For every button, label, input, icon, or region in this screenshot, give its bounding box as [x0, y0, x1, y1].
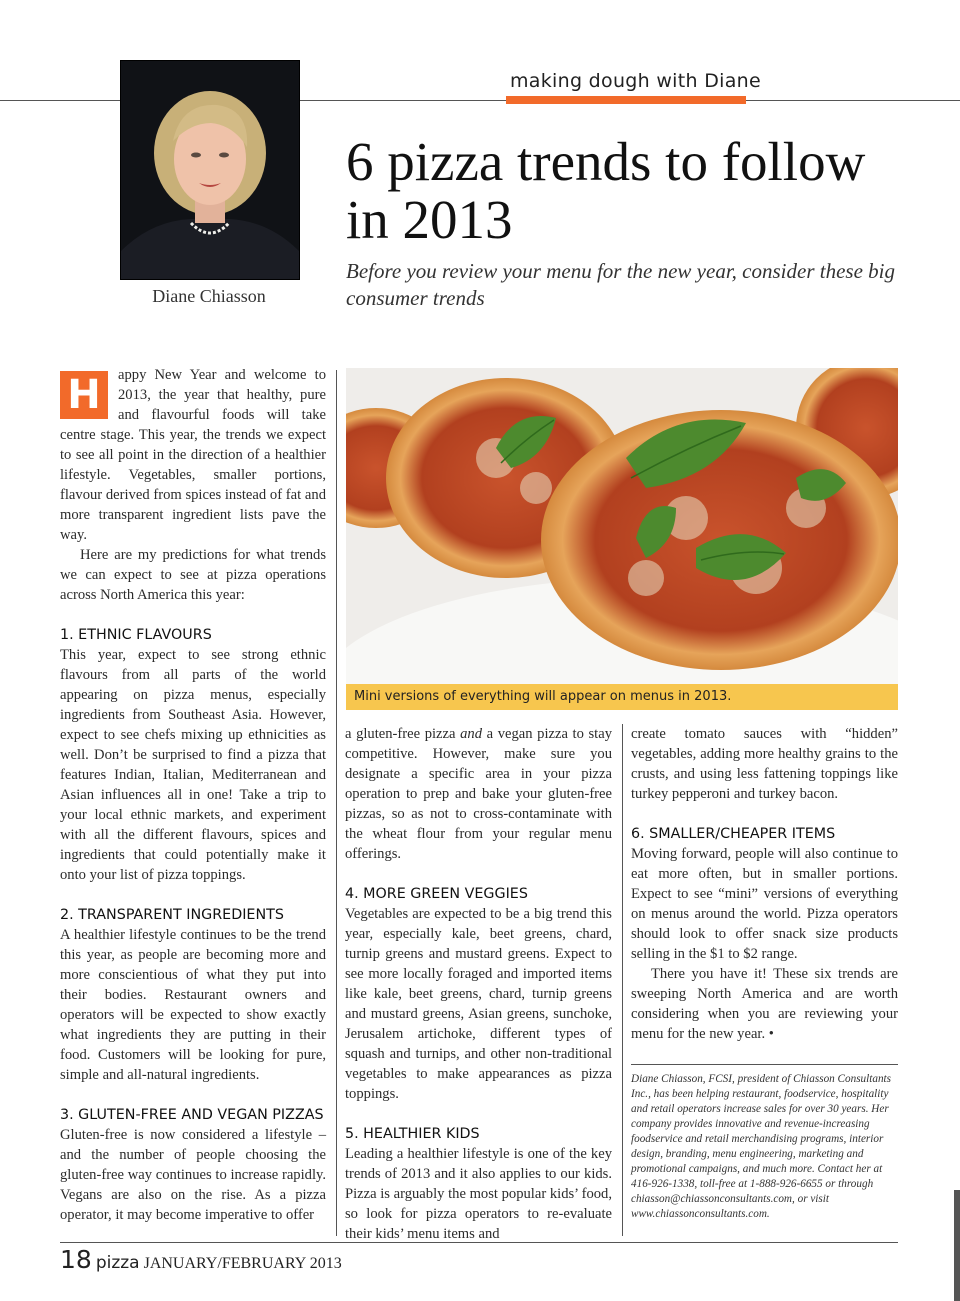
author-bio: Diane Chiasson, FCSI, president of Chiasson Consultants Inc., has been helping restaurant, foodservice, hospitality and retail operators increase sales for over 30 years. Her company provides innovative and revenue-increasing foodservice and retail merchandising programs, interior design, branding, menu engineering, marketing and promotional campaigns, and much more. Contact her at 416-926-1338, toll-free at 1-888-926-6655 or through chiasson@chiassonconsultants.com, or visit www.chiassonconsultants.com.	[631, 1073, 892, 1220]
mini-pizza-photo	[346, 368, 898, 684]
page-edge	[954, 1190, 960, 1301]
column-divider	[336, 370, 337, 1236]
section-text: Gluten-free is now considered a lifestyle – and the number of people choosing the gluten-free way continues to increase rapidly. Vegans are also on the rise. As a pizza operator, it may become imperative to offer	[60, 1127, 326, 1223]
section-heading: 6. SMALLER/CHEAPER ITEMS	[631, 826, 836, 842]
page-footer	[60, 1245, 342, 1274]
intro-text: appy New Year and welcome to 2013, the year that healthy, pure and flavourful foods will take centre stage. This year, the trends we expect to see all point in the direction of a healthier lifestyle. Vegetables, smaller portions, flavour derived from spices instead of fat and more transparent ingredient lists pave the way.	[60, 367, 326, 543]
article-column-2	[345, 724, 612, 1244]
author-caption: Diane Chiasson	[152, 286, 266, 306]
section-heading: 5. HEALTHIER KIDS	[345, 1126, 480, 1142]
closing-paragraph: There you have it! These six trends are sweeping North America and are worth considering when you are reviewing your menu for the new year. •	[631, 966, 898, 1042]
section-text: This year, expect to see strong ethnic flavours from all parts of the world appearing on pizza menus, especially ingredients from Southeast Asia. However, expect to see chefs mixing up ethnicities as well. Don’t be surprised to find a pizza that features Indian, Italian, Mediterranean and Asian influences all in one! Take a trip to your local ethnic markets, and experiment with all the different flavours, spices and ingredients that could potentially make it onto your list of pizza toppings.	[60, 647, 326, 883]
deck: Before you review your menu for the new year, consider these big consumer trends	[346, 259, 895, 310]
section-heading: 2. TRANSPARENT INGREDIENTS	[60, 907, 284, 923]
magazine-name: pizza	[95, 1253, 140, 1273]
intro-paragraph-2: Here are my predictions for what trends we can expect to see at pizza operations across North America this year:	[60, 547, 326, 603]
footer-rule	[60, 1242, 898, 1243]
intro-paragraph	[60, 365, 326, 545]
headline: 6 pizza trends to follow in 2013	[346, 131, 866, 250]
section-text-continued: a gluten-free pizza and a vegan pizza to stay competitive. However, make sure you designate a specific area in your pizza operation to prep and bake your gluten-free pizzas, so as not to cross-contaminate with the wheat flour from your regular menu offerings.	[345, 726, 613, 862]
author-photo	[120, 60, 300, 280]
section-text: Leading a healthier lifestyle is one of the key trends of 2013 and it also applies to our kids. Pizza is arguably the most popular kids’ food, so look for pizza operators to re-evaluate their kids’ menu items and	[345, 1146, 612, 1242]
article-column-3	[631, 724, 898, 1044]
section-text-continued: create tomato sauces with “hidden” vegetables, adding more healthy grains to the crusts, and using less fattening toppings like turkey pepperoni and turkey bacon.	[631, 726, 898, 802]
section-heading: 1. ETHNIC FLAVOURS	[60, 627, 212, 643]
photo-caption: Mini versions of everything will appear on menus in 2013.	[346, 684, 898, 710]
section-text: A healthier lifestyle continues to be the trend this year, as people are becoming more and more conscientious of what they put into their bodies. Restaurant owners and operators will be expected to show exactly what ingredients they are putting in their food. Customers will be looking for pure, simple and all-natural ingredients.	[60, 927, 326, 1083]
section-text: Vegetables are expected to be a big trend this year, especially kale, beet greens, chard, turnip greens and mustard greens. Expect to see more locally foraged and imported items like kale, beet greens, chard, turnip greens and mustard greens, Asian greens, sunchoke, Jerusalem artichoke, different types of squash and turnips, and other non-traditional vegetables to make appearances as pizza toppings.	[345, 906, 612, 1102]
article-column-1	[60, 365, 326, 1225]
section-heading: 4. MORE GREEN VEGGIES	[345, 886, 528, 902]
drop-cap: H	[60, 371, 108, 419]
section-text: Moving forward, people will also continue to eat more often, but in smaller portions. Expect to see “mini” versions of everything on menus around the world. Pizza operators should look to offer snack size products selling in the $1 to $2 range.	[631, 846, 898, 962]
issue-date: JANUARY/FEBRUARY 2013	[143, 1255, 342, 1272]
column-tag: making dough with Diane	[510, 70, 761, 92]
section-heading: 3. GLUTEN-FREE AND VEGAN PIZZAS	[60, 1107, 324, 1123]
page-number: 18	[60, 1245, 92, 1274]
bio-rule	[631, 1064, 898, 1065]
column-divider	[622, 724, 623, 1236]
column-tag-underline	[506, 96, 746, 104]
